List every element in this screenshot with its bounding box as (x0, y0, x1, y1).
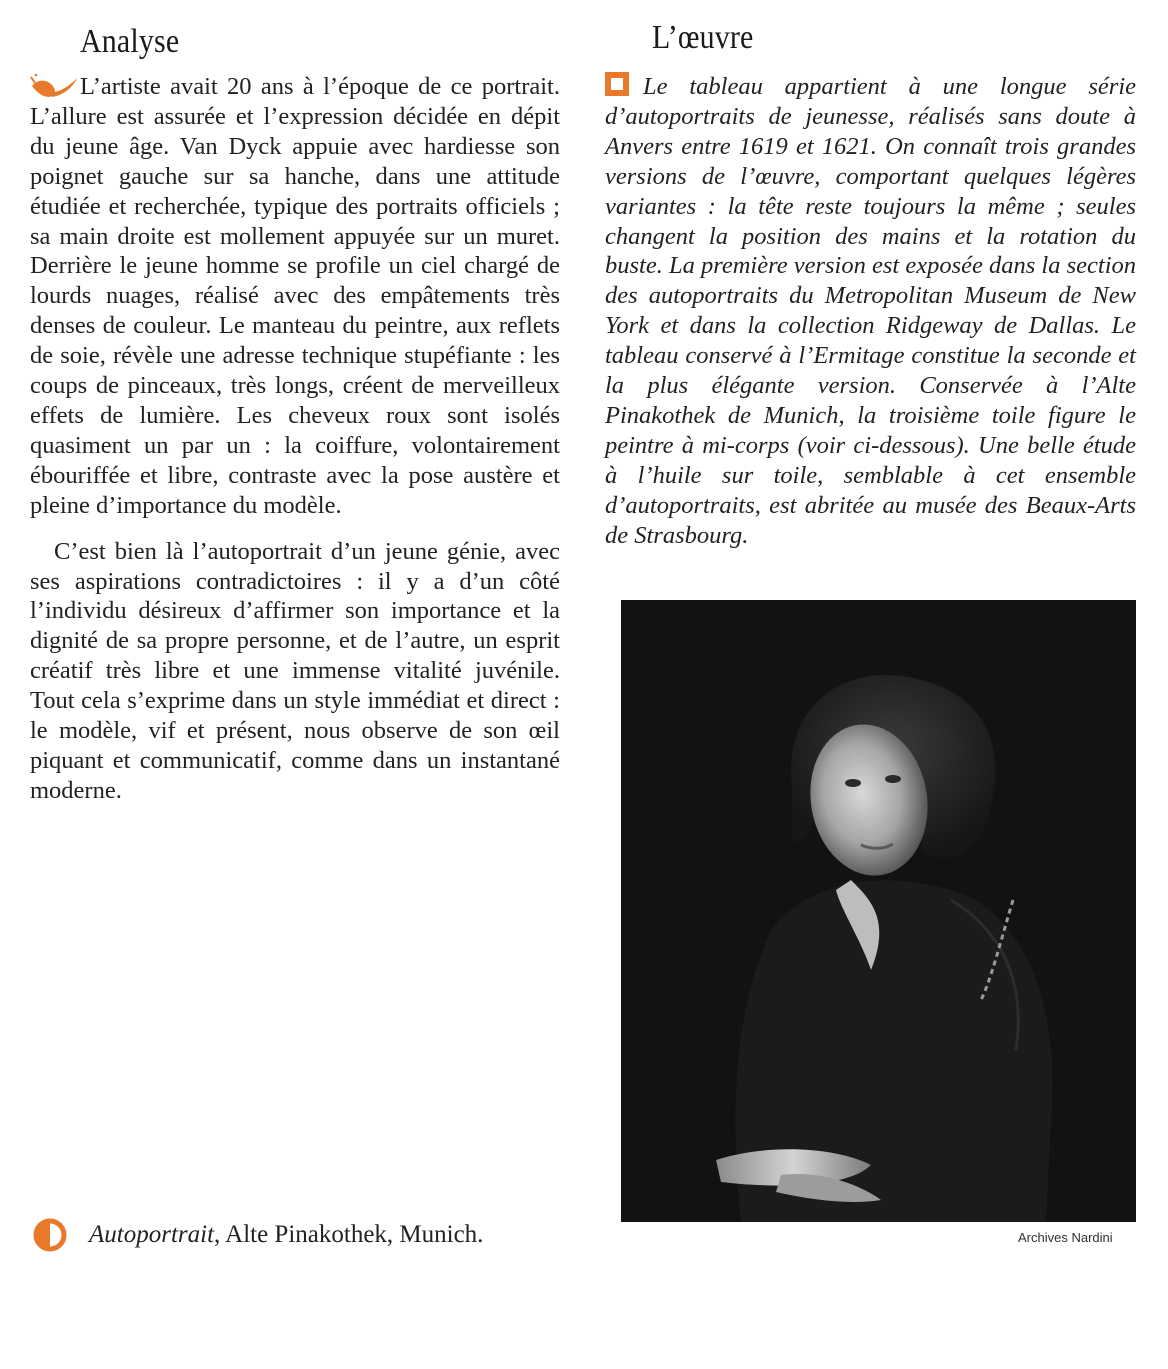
analyse-heading: Analyse (80, 23, 180, 60)
square-marker-icon (605, 72, 629, 96)
photo-credit: Archives Nardini (1018, 1230, 1113, 1245)
oeuvre-heading: L’œuvre (652, 19, 754, 56)
caption-title: Autoportrait (89, 1221, 215, 1248)
half-circle-icon (33, 1218, 67, 1252)
oeuvre-paragraph-text: Le tableau appartient à une longue série d’autoportraits de jeunesse, réalisés sans doute à Anvers entre 1619 et 1621. On connaît trois grandes versions de l’œuvre, comportant quelques légères variantes : la tête reste toujours la même ; seules changent la position des mains et la rotation du buste. La première version est exposée dans la section des autoportraits du Metropolitan Museum de New York et dans la collection Ridgeway de Dallas. Le tableau conservé à l’Ermitage constitue la seconde et la plus élégante version. Conservée à l’Alte Pinakothek de Munich, la troisième toile figure le peintre à mi-corps (voir ci-dessous). Une belle étude à l’huile sur toile, semblable à cet ensemble d’autoportraits, est abritée au musée des Beaux-Arts de Strasbourg. (605, 73, 1136, 549)
caption-location: , Alte Pinakothek, Munich. (214, 1221, 484, 1248)
figure-caption (89, 1221, 483, 1249)
oeuvre-column (605, 72, 1136, 551)
caption-row (33, 1218, 483, 1252)
self-portrait-painting (621, 600, 1136, 1222)
oeuvre-paragraph (605, 72, 1136, 551)
analyse-paragraph-2: C’est bien là l’autoportrait d’un jeune génie, avec ses aspirations contradictoires : il y a d’un côté l’individu désireux d’affirmer son importance et la dignité de sa propre personne, et de l’autre, un esprit créatif très libre et une immense vitalité juvénile. Tout cela s’exprime dans un style immédiat et direct : le modèle, vif et présent, nous observe de son œil piquant et communicatif, comme dans un instantané moderne. (30, 537, 560, 804)
analyse-paragraph-1-text: L’artiste avait 20 ans à l’époque de ce portrait. L’allure est assurée et l’expression décidée en dépit du jeune âge. Van Dyck appuie avec hardiesse son poignet gauche sur sa hanche, dans une attitude étudiée et recherchée, typique des portraits officiels ; sa main droite est mollement appuyée sur un muret. Derrière le jeune homme se profile un ciel chargé de lourds nuages, réalisé avec des empâtements très denses de couleur. Le manteau du peintre, aux reflets de soie, révèle une adresse technique stupéfiante : les coups de pinceaux, très longs, créent de merveilleux effets de lumière. Les cheveux roux sont isolés quasiment un par un : la coiffure, volontairement ébouriffée et libre, contraste avec la pose austère et pleine d’importance du modèle. (30, 73, 560, 519)
painting-illustration (621, 600, 1136, 1222)
analyse-paragraph-1 (30, 72, 560, 521)
analyse-column (30, 72, 560, 806)
bird-icon (30, 73, 78, 99)
